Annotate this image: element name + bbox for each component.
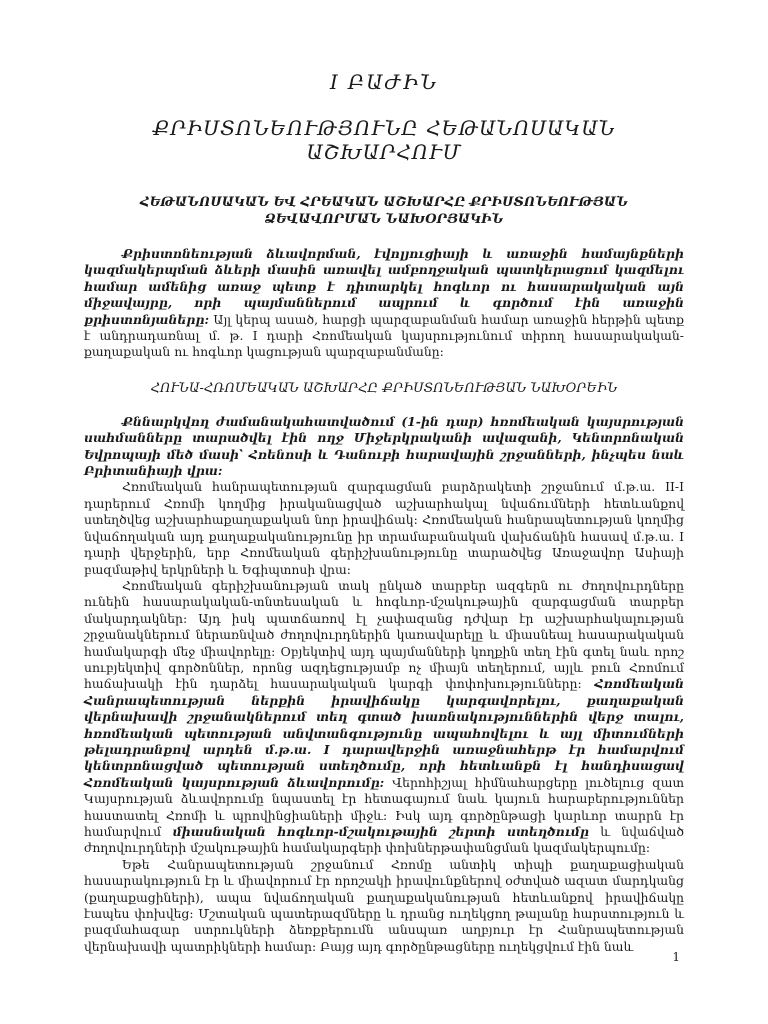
paragraph-3-bold-b: միասնական հոգևոր-մշակութային շերտի ստեղծումը bbox=[161, 824, 589, 839]
section-title-line-1: ՀԵԹԱՆՈՍԱԿԱՆ ԵՎ ՀՐԵԱԿԱՆ ԱՇԽԱՐՀԸ ՔՐԻՍՏՈՆԵՈՒԹՅԱՆ bbox=[140, 195, 628, 210]
paragraph-3 bbox=[84, 578, 684, 857]
subsection-title: ՀՈՒՆԱ-ՀՌՈՄԵԱԿԱՆ ԱՇԽԱՐՀԸ ՔՐԻՍՏՈՆԵՈՒԹՅԱՆ ՆԱԽՕՐԵԻՆ bbox=[150, 380, 618, 396]
chapter-title: ՔՐԻՍՏՈՆԵՈՒԹՅՈՒՆԸ ՀԵԹԱՆՈՍԱԿԱՆ ԱՇԽԱՐՀՈՒՄ bbox=[152, 116, 616, 164]
paragraph-3-text-c: և նվաճված ժողովուրդների մշակութային համակարգերի փոխներթափանցման կազմակերպումը: bbox=[84, 824, 685, 856]
intro-normal-text: Այլ կերպ ասած, հարցի պարզաբանման համար առաջին հերթին պետք է անդրադառնալ մ. թ. I դարի Հռոմեական կայսրությունում տիրող հասարակական-քաղաքական ու հոգևոր կացության պարզաբանմանը: bbox=[84, 311, 684, 360]
intro-paragraph bbox=[84, 246, 684, 361]
intro-bold-text: Քրիստոնեության ձևավորման, էվոլյուցիայի և առաջին համայնքների կազմակերպման ձևերի մասին առավել ամբողջական պատկերացում կազմելու համար ամենից առաջ պետք է դիտարկել հոգևոր ու հասարակական այն միջավայրը, որի պայմաններում ապրում և գործում էին առաջին քրիստոնյաները: bbox=[84, 246, 684, 327]
paragraph-1: Քննարկվող ժամանակահատվածում (1-ին դար) հռոմեական կայսրության սահմանները տարածվել էին ողջ Միջերկրականի ավազանի, Կենտրոնական Եվրոպայի մեծ մասի՝ Հռենոսի և Դանուբի հարավային շրջանների, ինչպես նաև Բրիտանիայի վրա: bbox=[84, 413, 684, 479]
paragraph-3-text-a: Հռոմեական գերիշխանության տակ ընկած տարբեր ազգերն ու ժողովուրդները ունեին հասարակական-տնտեսական և հոգևոր-մշակութային զարգացման տարբեր մակարդակներ: Այդ իսկ պատճառով էլ չափազանց դժվար էր աշխարհակալության շրջանակներում ներառնված ժողովուրդներին կառավարելը և միասնեալ հասարակական համակարգի մեջ միավորելը: Օբյեկտիվ այդ պայմանների կողքին տեղ էին գտել նաև որոշ սուբյեկտիվ գործոններ, որոնց ազդեցությամբ ոչ միայն տեղերում, այլև բուն Հռոմում հաճախակի էին դարձել հասարակական կարգի փոփոխությունները: bbox=[84, 577, 684, 692]
paragraph-2: Հռոմեական հանրապետության զարգացման բարձրակետի շրջանում մ.թ.ա. II-I դարերում Հռոմի կողմից իրականացված աշխարհակալ նվաճումների հետևանքով ստեղծվեց աշխարհաքաղաքական նոր իրավիճակ: Հռոմեական հանրապետության կողմից նվաճողական այդ քաղաքականությունը իր տրամաբանական վախճանին հասավ մ.թ.ա. I դարի վերջերին, երբ Հռոմեական գերիշխանությունը տարածվեց Առաջավոր Ասիայի բազմաթիվ երկրների և Եգիպտոսի վրա: bbox=[84, 479, 684, 577]
paragraph-3-bold-a: Հռոմեական Հանրապետության ներքին իրավիճակը կարգավորելու, քաղաքական վերնախավի շրջանակներում տեղ գտած խառնակություններին վերջ տալու, հռոմեական պետության անվտանգությունը ապահովելու և այլ միտումների թելադրանքով արդեն մ.թ.ա. I դարավերջին առաջնահերթ էր համարվում կենտրոնացված պետության ստեղծումը, որի հետևանքն էլ հանդիսացավ Հռոմեական կայսրության ձևավորումը: bbox=[84, 676, 684, 790]
page-number: 1 bbox=[672, 950, 680, 964]
paragraph-3-text-b: Վերոհիշյալ հիմնահարցերը լուծելուց զատ Կայսրության ձևավորումը նպաստել էր հետագայում նաև կայուն հարաբերություններ հաստատել Հռոմի և պրովինցիաների միջև: Իսկ այդ գործընթացի կարևոր տարրն էր համարվում bbox=[84, 774, 684, 839]
paragraph-4: Եթե Հանրապետության շրջանում Հռոմը անտիկ տիպի քաղաքացիական հասարակություն էր և միավորում էր որոշակի իրավունքներով օժտված ազատ մարդկանց (քաղաքացիների), ապա նվաճողական քաղաքականության հետևանքով իրավիճակը էապես փոխվեց: Մշտական պատերազմները և դրանց ուղեկցող թալանը հարստություն և բազմահազար ստրուկների ձեռքբերումն անսպառ աղբյուր էր Հանրապետության վերնախավի պատրիկների համար: Բայց այդ գործընթացները ուղեկցվում էին նաև bbox=[84, 856, 684, 954]
part-title: I ԲԱԺԻՆ bbox=[329, 70, 439, 94]
section-title-line-2: ՁԵՎԱՎՈՐՄԱՆ ՆԱԽՕՐՅԱԿԻՆ bbox=[264, 212, 504, 227]
section-title bbox=[84, 194, 684, 228]
document-page bbox=[84, 70, 684, 955]
